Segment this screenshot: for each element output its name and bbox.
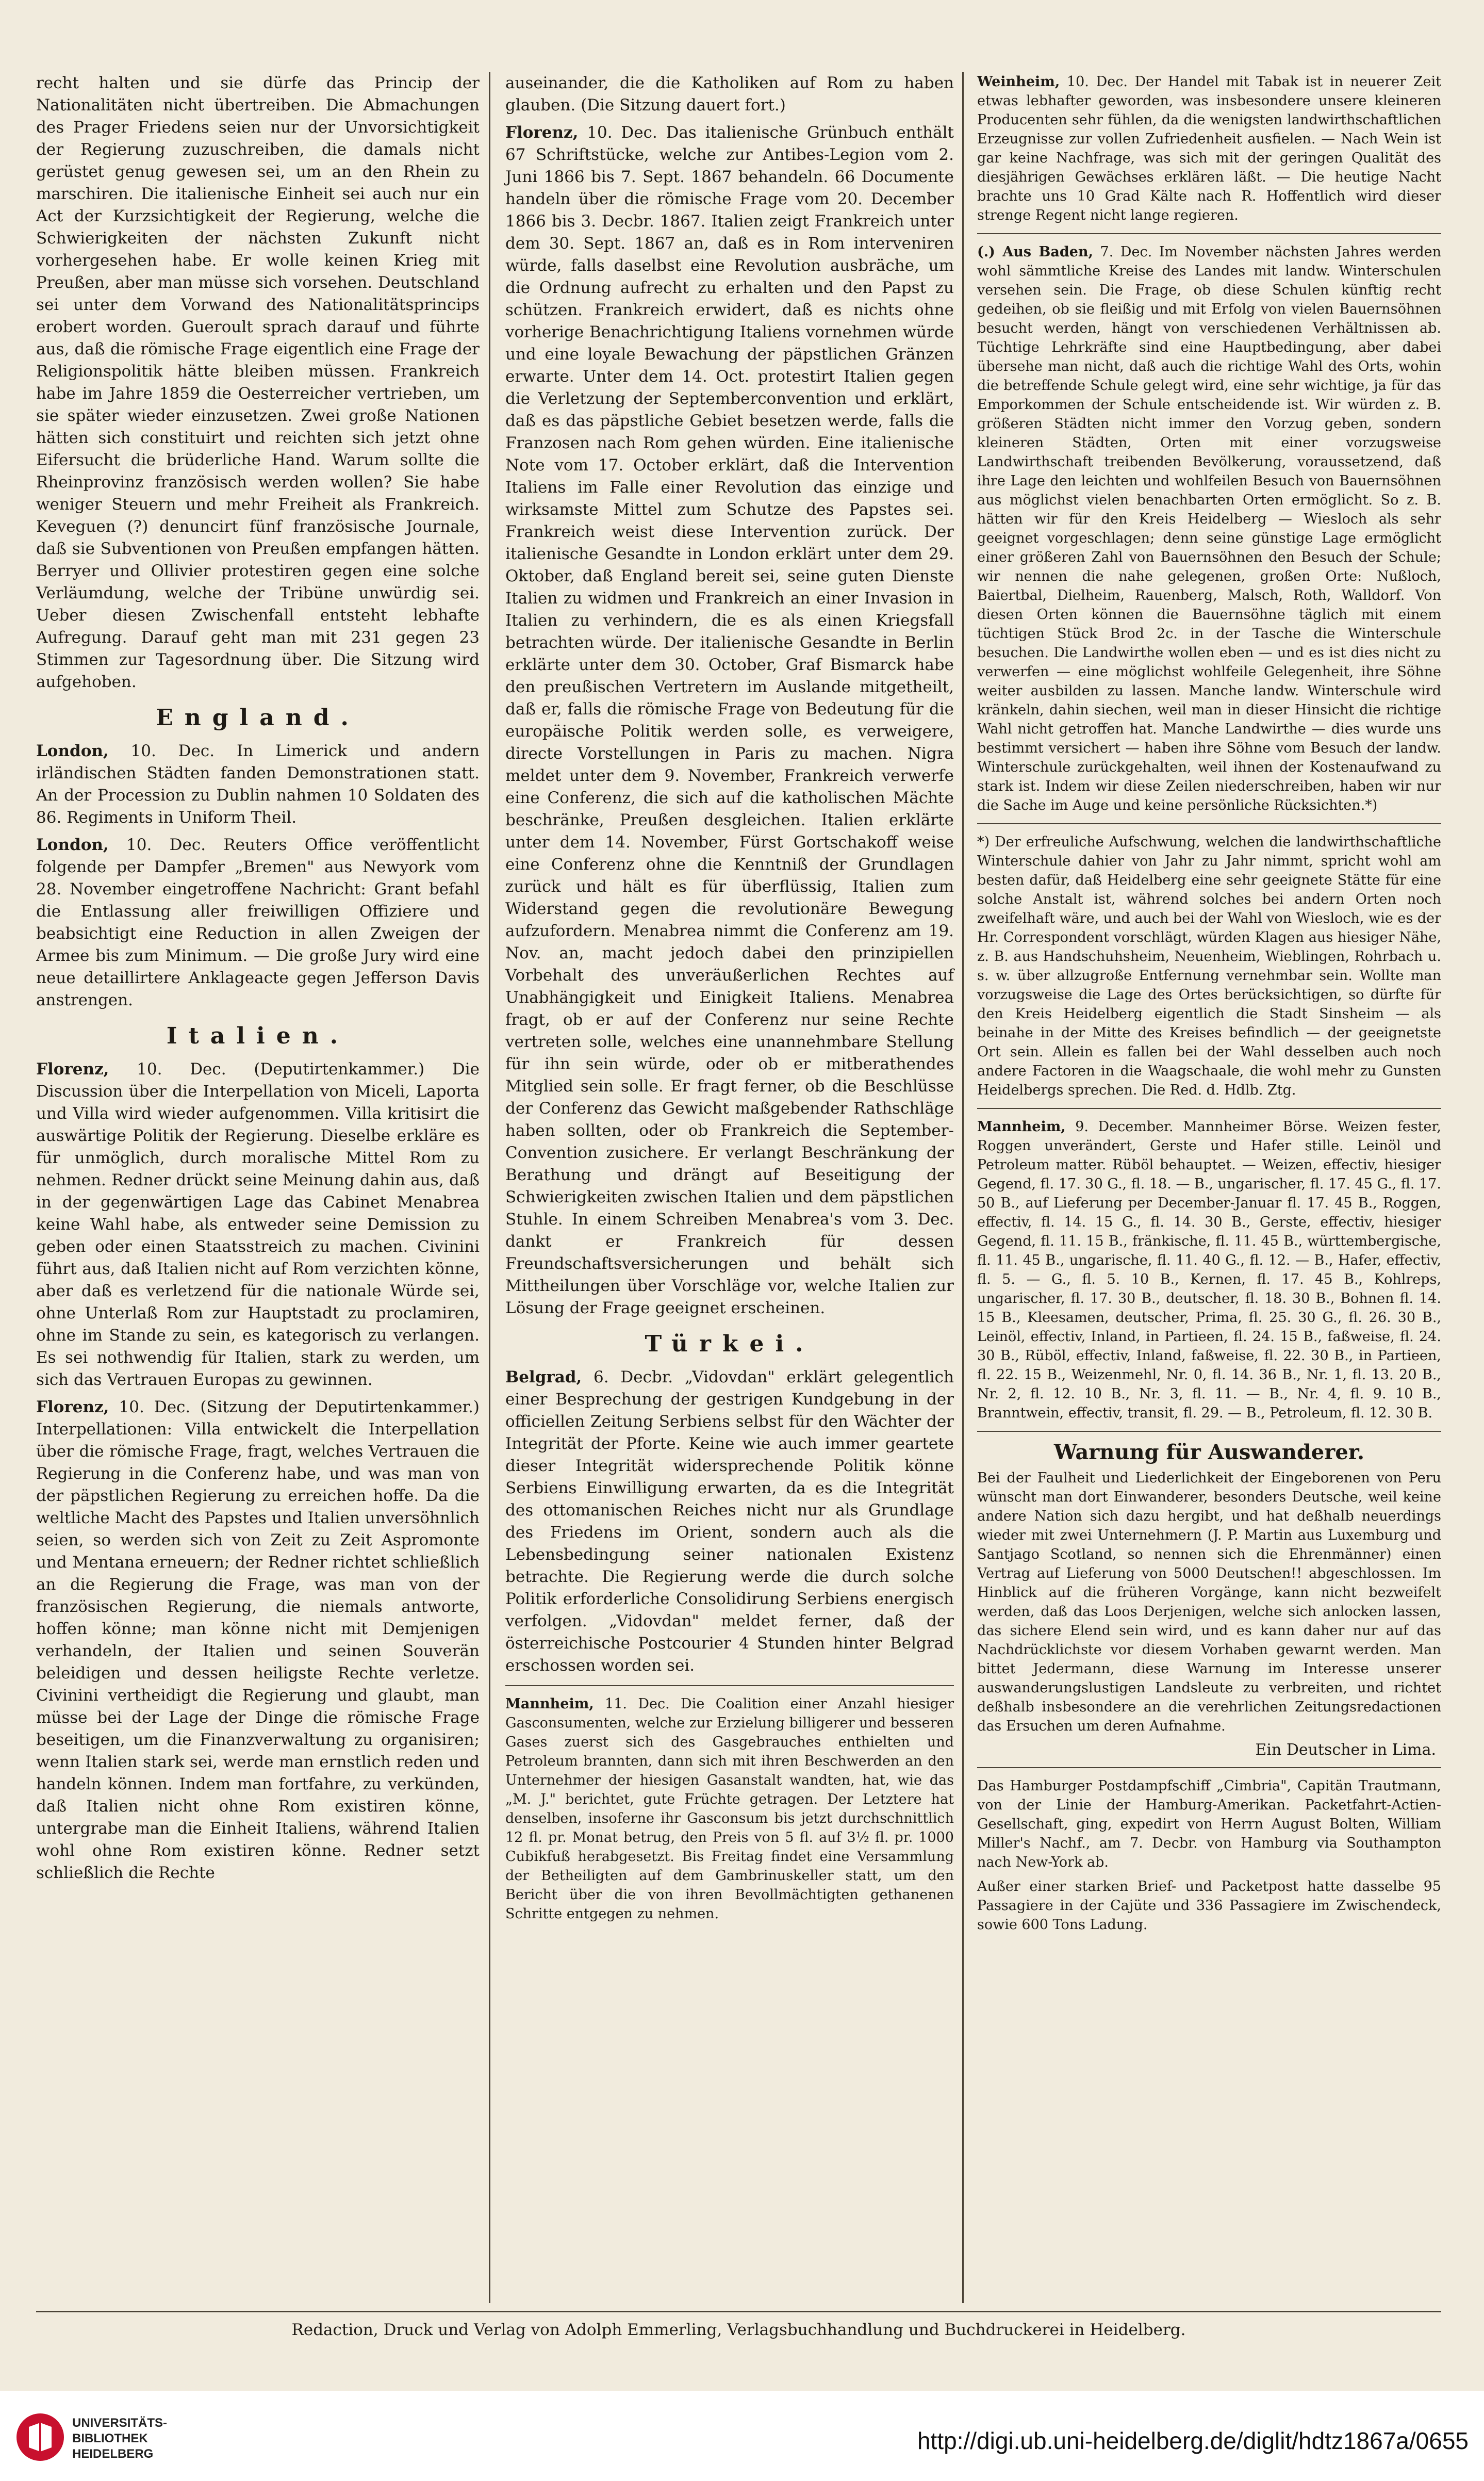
article-text: 6. Decbr. „Vidovdan" erklärt gelegentlich einer Besprechung der gestrigen Kundgebung in der officiellen Zeitung Serbiens selbst für den Wächter der Integrität der Pforte. Keine wie auch immer geartete dieser Integrität widersprechende Politik könne Serbiens Einwilligung erwarten, da es die Integrität des ottomanischen Reiches nicht nur als Grundlage des Friedens im Orient, sondern auch als die Lebensbedingung seiner nationalen Existenz betrachte. Die Regierung werde die durch solche Politik erforderliche Consolidirung Serbiens energisch verfolgen. „Vidovdan" meldet ferner, daß der österreichische Postcourier 4 Stunden hinter Belgrad erschossen worden sei. bbox=[505, 1368, 954, 1675]
article-text: 10. Dec. Reuters Office veröffentlicht folgende per Dampfer „Bremen" aus Newyork vom 28. November eingetroffene Nachricht: Grant befahl die Entlassung aller freiwilligen Offiziere und beabsichtigt eine Reduction in allen Zweigen der Armee bis zum Minimum. — Die große Jury wird eine neue detaillirtere Anklageacte gegen Jefferson Davis anstrengen. bbox=[36, 836, 480, 1009]
section-heading-england: England. bbox=[156, 705, 360, 731]
article-paragraph bbox=[977, 1117, 1441, 1423]
article-paragraph bbox=[36, 1396, 480, 1884]
divider bbox=[977, 823, 1441, 824]
column-2 bbox=[505, 72, 954, 1929]
divider bbox=[977, 233, 1441, 234]
article-text: 10. Dec. (Sitzung der Deputirtenkammer.) Interpellationen: Villa entwickelt die Interpellation über die römische Frage, fragt, welches Vertrauen die Regierung in die Conferenz habe, und was man von der päpstlichen Regierung zu erreichen hoffe. Da die weltliche Macht des Papstes und Italien unversöhnlich seien, so werden sich von Zeit zu Zeit Aspromonte und Mentana erneuern; der Redner richtet schließlich an die Regierung die Frage, was man von der französischen Regierung, die niemals antworte, hoffen könne; man könne nicht mit Demjenigen verhandeln, der Italien und seinen Souverän beleidigen und dessen heiligste Rechte verletze. Civinini vertheidigt die Regierung und glaubt, man müsse bei der Lage der Dinge die römische Frage beseitigen, um die Finanzverwaltung zu organisiren; wenn Italien stark sei, werde man ernstlich reden und handeln können. Indem man fortfahre, zu verkünden, daß Italien nicht ohne Rom existiren könne, untergrabe man die Einheit Italiens, während Italien wohl ohne Rom existiren könne. Redner setzt schließlich die Rechte bbox=[36, 1398, 480, 1882]
article-paragraph bbox=[977, 72, 1441, 225]
library-logo-icon bbox=[14, 2411, 66, 2463]
library-footer bbox=[0, 2391, 1484, 2481]
article-paragraph bbox=[36, 834, 480, 1011]
article-paragraph bbox=[505, 1694, 954, 1923]
article-paragraph: recht halten und sie dürfe das Princip der Nationalitäten nicht übertreiben. Die Abmachungen des Prager Friedens seien nur der Unvorsichtigkeit der Regierung zuzuschreiben, die damals nicht gerüstet genug gewesen sei, um an den Rhein zu marschiren. Die italienische Einheit sei auch nur ein Act der Kurzsichtigkeit der Regierung, welche die Schwierigkeiten der nächsten Zukunft nicht vorhergesehen habe. Er wolle keinen Krieg mit Preußen, aber man müsse sich vorsehen. Deutschland sei unter dem Vorwand des Nationalitätsprincips erobert worden. Gueroult sprach darauf und führte aus, daß die römische Frage eigentlich eine Frage der Religionspolitik hätte bleiben müssen. Frankreich habe im Jahre 1859 die Oesterreicher vertrieben, um sie später wieder einzusetzen. Zwei große Nationen hätten sich constituirt und reichten sich jetzt ohne Eifersucht die brüderliche Hand. Warum sollte die Rheinprovinz französisch werden wollen? Sie habe weniger Steuern und mehr Freiheit als Frankreich. Keveguen (?) denuncirt fünf französische Journale, daß sie Subventionen von Preußen empfangen hätten. Berryer und Ollivier protestiren gegen eine solche Verläumdung, welche der Tribüne unwürdig sei. Ueber diesen Zwischenfall entsteht lebhafte Aufregung. Darauf geht man mit 231 gegen 23 Stimmen zur Tagesordnung über. Die Sitzung wird aufgehoben. bbox=[36, 74, 480, 691]
article-paragraph bbox=[36, 1058, 480, 1391]
warning-heading: Warnung für Auswanderer. bbox=[1053, 1440, 1365, 1464]
library-name-line: BIBLIOTHEK bbox=[72, 2431, 148, 2445]
article-paragraph bbox=[977, 242, 1441, 815]
divider bbox=[977, 1431, 1441, 1432]
article-text: 10. Dec. (Deputirtenkammer.) Die Discussion über die Interpellation von Miceli, Laporta und Villa wird wieder aufgenommen. Villa kritisirt die auswärtige Politik der Regierung. Dieselbe erkläre es für unmöglich, durch moralische Mittel Rom zu nehmen. Redner drückt seine Meinung dahin aus, daß in der gegenwärtigen Lage das Cabinet Menabrea keine Wahl habe, als entweder seine Demission zu geben oder einen Staatsstreich zu machen. Civinini führt aus, daß Italien nicht auf Rom verzichten könne, aber daß es verletzend für die nationale Würde sei, ohne Unterlaß Rom zur Hauptstadt zu proclamiren, ohne im Stande zu sein, es kategorisch zu verlangen. Es sei nothwendig für Italien, stark zu werden, um sich das Vertrauen Europas zu gewinnen. bbox=[36, 1060, 480, 1389]
dateline: Mannheim, bbox=[505, 1696, 594, 1712]
column-1 bbox=[36, 72, 480, 1889]
dateline: Mannheim, bbox=[977, 1119, 1066, 1135]
article-paragraph: Bei der Faulheit und Liederlichkeit der Eingeborenen von Peru wünscht man dort Einwanderer, besonders Deutsche, weil keine andere Nation sich dazu hergibt, und hat deßhalb neuerdings wieder mit zwei Unternehmern (J. P. Martin aus Luxemburg und Santjago Scotland, so nennen sich die Ehrenmänner) einen Vertrag auf Lieferung von 5000 Deutschen!! abgeschlossen. Im Hinblick auf die früheren Vorgänge, kann nicht bezweifelt werden, daß das Loos Derjenigen, welche sich anlocken lassen, das sichere Elend sein wird, und es kann daher nur auf das Nachdrücklichste vor diesem Vorhaben gewarnt werden. Man bittet Jedermann, diese Warnung im Interesse unserer auswanderungslustigen Landsleute zu verbreiten, und richtet deßhalb insbesondere an die verehrlichen Zeitungsredactionen das Ersuchen um deren Aufnahme. bbox=[977, 1470, 1441, 1734]
imprint: Redaction, Druck und Verlag von Adolph Emmerling, Verlagsbuchhandlung und Buchdruckerei in Heidelberg. bbox=[36, 2311, 1441, 2339]
article-text: 9. December. Mannheimer Börse. Weizen fester, Roggen unverändert, Gerste und Hafer stille. Leinöl und Petroleum matter. Rüböl behauptet. — Weizen, effectiv, hiesiger Gegend, fl. 17. 30 G., fl. 18. — B., ungarischer, fl. 17. 45 G., fl. 17. 50 B., auf Lieferung per December-Januar fl. 17. 45 B., Roggen, effectiv, fl. 14. 15 G., fl. 14. 30 B., Gerste, effectiv, hiesiger Gegend, fl. 11. 15 B., fränkische, fl. 11. 45 B., württembergische, fl. 11. 45 B., ungarische, fl. 11. 40 G., fl. 12. — B., Hafer, effectiv, fl. 5. — G., fl. 5. 10 B., Kernen, fl. 17. 45 B., Kohlreps, ungarischer, fl. 17. 30 B., deutscher, fl. 18. 30 B., Bohnen fl. 14. 15 B., Kleesamen, deutscher, Prima, fl. 25. 30 G., fl. 26. 30 B., Leinöl, effectiv, Inland, in Partieen, fl. 24. 15 B., faßweise, fl. 24. 30 B., Rüböl, effectiv, Inland, faßweise, fl. 22. 30 B., in Partieen, fl. 22. 15 B., Weizenmehl, Nr. 0, fl. 14. 36 B., Nr. 1, fl. 13. 20 B., Nr. 2, fl. 12. 10 B., Nr. 3, fl. 11. — B., Nr. 4, fl. 9. 10 B., Branntwein, effectiv, transit, fl. 29. — B., Petroleum, fl. 12. 30 B. bbox=[977, 1119, 1441, 1421]
dateline: Belgrad, bbox=[505, 1368, 582, 1386]
dateline: Weinheim, bbox=[977, 74, 1060, 90]
dateline: Florenz, bbox=[36, 1060, 109, 1079]
dateline: (.) Aus Baden, bbox=[977, 244, 1093, 260]
library-name-line: HEIDELBERG bbox=[72, 2447, 154, 2461]
article-text: 10. Dec. Das italienische Grünbuch enthält 67 Schriftstücke, welche zur Antibes-Legion vom 2. Juni 1866 bis 7. Sept. 1867 behandeln. 66 Documente handeln über die römische Frage vom 20. December 1866 bis 3. Decbr. 1867. Italien zeigt Frankreich unter dem 30. Sept. 1867 an, daß es in Rom interveniren würde, falls daselbst eine Revolution ausbräche, um die Ordnung aufrecht zu erhalten und den Papst zu schützen. Frankreich erwidert, daß es nichts ohne vorherige Benachrichtigung Italiens vornehmen würde und eine loyale Bewachung der päpstlichen Gränzen erwarte. Unter dem 14. Oct. protestirt Italien gegen die Verletzung der Septemberconvention und erklärt, daß es das päpstliche Gebiet besetzen werde, falls die Franzosen nach Rom gehen würden. Eine italienische Note vom 17. October erklärt, daß die Intervention Italiens im Falle einer Revolution das einzige und wirksamste Mittel zum Schutze des Papstes sei. Frankreich weist diese Intervention zurück. Der italienische Gesandte in London erklärt unter dem 29. Oktober, daß England bereit sei, seine guten Dienste Italien zu widmen und Frankreich an einer Invasion in Italien zu verhindern, die es als einen Kriegsfall betrachten würde. Der italienische Gesandte in Berlin erklärte unter dem 30. October, Graf Bismarck habe den preußischen Vertretern im Auslande mitgetheilt, daß er, falls die römische Frage von Bedeutung für die europäische Politik werden solle, es verweigere, directe Vorstellungen in Paris zu machen. Nigra meldet unter dem 9. November, Frankreich verwerfe eine Conferenz, die sich auf die katholischen Mächte beschränke, Preußen desgleichen. Italien erklärte unter dem 14. November, Fürst Gortschakoff weise eine Conferenz ohne die Kenntniß der Grundlagen zurück und hält es für überflüssig, Italien zum Widerstand gegen die revolutionäre Bewegung aufzufordern. Menabrea nimmt die Conferenz am 19. Nov. an, macht jedoch dabei den prinzipiellen Vorbehalt des unveräußerlichen Rechtes auf Unabhängigkeit und Einigkeit Italiens. Menabrea fragt, ob er auf der Conferenz nur seine Rechte vertreten solle, welches eine unannehmbare Stellung für ihn sein würde, oder ob er mitberathendes Mitglied sein solle. Er fragt ferner, ob die Beschlüsse der Conferenz das Gewicht maßgebender Rathschläge haben sollten, oder ob Frankreich die September-Convention zusichere. Er verlangt Beschränkung der Berathung und drängt auf Beseitigung der Schwierigkeiten zwischen Italien und dem päpstlichen Stuhle. In einem Schreiben Menabrea's vom 3. Dec. dankt er Frankreich für dessen Freundschaftsversicherungen und behält sich Mittheilungen über Vorschläge vor, welche Italien zur Lösung der Frage geeignet erscheinen. bbox=[505, 123, 954, 1317]
source-url-link[interactable]: http://digi.ub.uni-heidelberg.de/diglit/hdtz1867a/0655 bbox=[917, 2427, 1469, 2454]
dateline: Florenz, bbox=[505, 123, 579, 142]
footnote: *) Der erfreuliche Aufschwung, welchen die landwirthschaftliche Winterschule dahier von Jahr zu Jahr nimmt, spricht wohl am besten dafür, daß Heidelberg eine sehr geeignete Stätte für eine solche Anstalt ist, während solches bei andern Orten noch zweifelhaft wäre, und auch bei der Wahl von Wiesloch, wie es der Hr. Correspondent vorschlägt, würden Klagen aus hiesiger Nähe, z. B. aus Handschuhsheim, Neuenheim, Wieblingen, Rohrbach u. s. w. über allzugroße Entfernung vernehmbar sein. Wollte man vorzugsweise die Lage des Ortes berücksichtigen, so dürfte für den Kreis Heidelberg eigentlich die Stadt Sinsheim — als beinahe in der Mitte des Kreises befindlich — der geeignetste Ort sein. Allein es fallen bei der Wahl desselben auch noch andere Factoren in die Waagschaale, die wohl mehr zu Gunsten Heidelbergs sprechen. Die Red. d. Hdlb. Ztg. bbox=[977, 834, 1441, 1098]
divider bbox=[977, 1108, 1441, 1109]
article-paragraph bbox=[505, 122, 954, 1319]
column-divider bbox=[489, 72, 490, 2303]
article-paragraph: auseinander, die die Katholiken auf Rom zu haben glauben. (Die Sitzung dauert fort.) bbox=[505, 74, 954, 115]
column-3 bbox=[977, 72, 1441, 1939]
article-paragraph bbox=[36, 740, 480, 829]
library-name bbox=[72, 2415, 167, 2462]
dateline: Florenz, bbox=[36, 1398, 109, 1416]
dateline: London, bbox=[36, 742, 109, 760]
article-paragraph: Das Hamburger Postdampfschiff „Cimbria", Capitän Trautmann, von der Linie der Hamburg-Amerikan. Packetfahrt-Actien-Gesellschaft, ging, expedirt von Herrn August Bolten, William Miller's Nachf., am 7. Decbr. von Hamburg via Southampton nach New-York ab. bbox=[977, 1778, 1441, 1870]
section-heading-tuerkei: Türkei. bbox=[645, 1331, 815, 1357]
article-paragraph: Außer einer starken Brief- und Packetpost hatte dasselbe 95 Passagiere in der Cajüte und 336 Passagiere im Zwischendeck, sowie 600 Tons Ladung. bbox=[977, 1879, 1441, 1933]
divider bbox=[977, 1767, 1441, 1768]
article-paragraph bbox=[505, 1366, 954, 1677]
column-divider bbox=[962, 72, 964, 2303]
article-text: 10. Dec. Der Handel mit Tabak ist in neuerer Zeit etwas lebhafter geworden, was insbesondere unsere kleineren Producenten sehr fühlen, da die wenigsten landwirthschaftlichen Erzeugnisse zur vollen Zufriedenheit ausfielen. — Nach Wein ist gar keine Nachfrage, was sich mit der geringen Qualität des diesjährigen Gewächses erklären läßt. — Die heutige Nacht brachte uns 10 Grad Kälte nach R. Hoffentlich wird dieser strenge Regent nicht lange regieren. bbox=[977, 74, 1441, 223]
divider bbox=[505, 1685, 954, 1686]
section-heading-italien: Italien. bbox=[166, 1023, 350, 1049]
dateline: London, bbox=[36, 836, 109, 854]
article-text: 7. Dec. Im November nächsten Jahres werden wohl sämmtliche Kreise des Landes mit landw. Winterschulen versehen sein. Die Frage, ob diese Schulen künftig recht gedeihen, ob sie fleißig und mit Erfolg von vielen Bauernsöhnen besucht werden, hängt von verschiedenen Verhältnissen ab. Tüchtige Lehrkräfte sind eine Hauptbedingung, aber dabei übersehe man nicht, daß auch die richtige Wahl des Orts, wohin die betreffende Schule gelegt wird, eine sehr wichtige, ja für das Emporkommen der Schule entscheidende ist. Wir würden z. B. größeren Städten nicht immer den Vorzug geben, sondern kleineren Städten, Orten mit einer vorzugsweise Landwirthschaft treibenden Bevölkerung, voraussetzend, daß ihre Lage den leichten und wohlfeilen Besuch von Bauernsöhnen aus möglichst vielen benachbarten Orten ermöglicht. So z. B. hätten wir für den Kreis Heidelberg — Wiesloch als sehr geeignet vorgeschlagen; denn seine günstige Lage ermöglicht einer größeren Zahl von Bauernsöhnen den Besuch der Schule; wir nennen die nahe gelegenen, großen Orte: Nußloch, Baiertbal, Dielheim, Rauenberg, Malsch, Roth, Walldorf. Von diesen Orten können die Bauernsöhne täglich mit einem tüchtigen Stück Brod 2c. in der Tasche die Winterschule besuchen. Die Landwirthe wollen eben — und es ist dies nicht zu verwerfen — eine möglichst wohlfeile Gelegenheit, ihre Söhne weiter ausbilden zu lassen. Manche landw. Winterschule wird kränkeln, dahin siechen, weil man in dieser Hinsicht die richtige Wahl nicht getroffen hat. Manche Landwirthe — dies wurde uns bestimmt versichert — haben ihre Söhne vom Besuch der landw. Winterschule zurückgehalten, weil ihnen der Kostenaufwand zu stark ist. Indem wir diese Zeilen niederschreiben, haben wir nur die Sache im Auge und keine persönliche Rücksichten.*) bbox=[977, 244, 1442, 813]
library-name-line: UNIVERSITÄTS- bbox=[72, 2416, 168, 2430]
article-text: 11. Dec. Die Coalition einer Anzahl hiesiger Gasconsumenten, welche zur Erzielung billigerer und besseren Gases zuerst sich des Gasgebrauches enthielten und Petroleum brannten, dann sich mit ihren Beschwerden an den Unternehmer der hiesigen Gasanstalt wandten, hat, wie das „M. J." berichtet, gute Früchte getragen. Der Letztere hat denselben, insoferne ihr Gasconsum bis jetzt durchschnittlich 12 fl. pr. Monat betrug, den Preis von 5 fl. auf 3½ fl. pr. 1000 Cubikfuß herabgesetzt. Bis Freitag findet eine Versammlung der Betheiligten auf dem Gambrinuskeller statt, um den Bericht über die von ihren Bevollmächtigten gethanenen Schritte entgegen zu nehmen. bbox=[505, 1696, 954, 1922]
signature: Ein Deutscher in Lima. bbox=[1255, 1741, 1436, 1759]
article-text: 10. Dec. In Limerick und andern irländischen Städten fanden Demonstrationen statt. An der Procession zu Dublin nahmen 10 Soldaten des 86. Regiments in Uniform Theil. bbox=[36, 742, 480, 827]
